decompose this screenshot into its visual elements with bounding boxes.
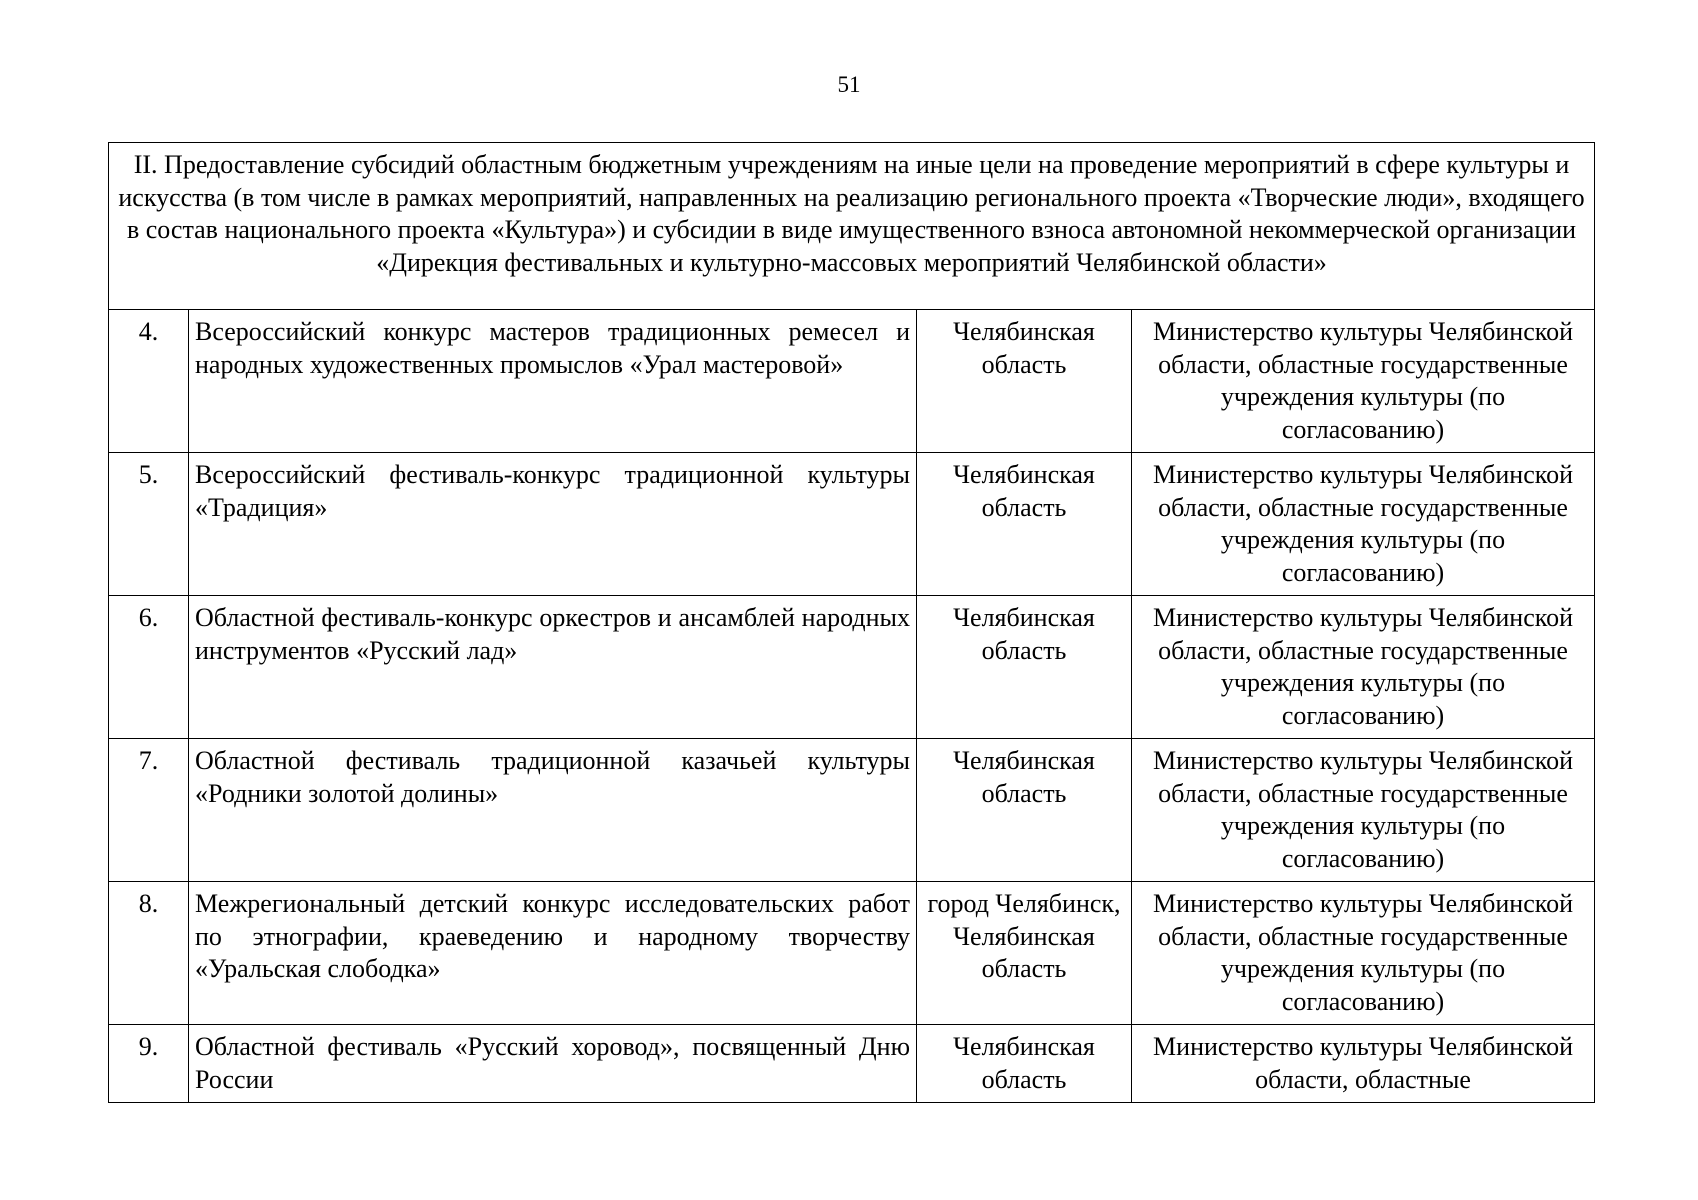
section-header: II. Предоставление субсидий областным бюджетным учреждениям на иные цели на проведение мероприятий в сфере культуры и искусства (в том числе в рамках мероприятий, направленных на реализацию регионального проекта «Творческие люди», входящего в состав национального проекта «Культура») и субсидии в виде имущественного взноса автономной некоммерческой организации «Дирекция фестивальных и культурно-массовых мероприятий Челябинской области»	[109, 143, 1595, 310]
event-place: город Челябинск, Челябинская область	[917, 882, 1132, 1025]
event-name: Областной фестиваль «Русский хоровод», посвященный Дню России	[189, 1025, 917, 1103]
section-header-row	[109, 143, 1595, 310]
row-number: 7.	[109, 739, 189, 882]
row-number: 6.	[109, 596, 189, 739]
events-table	[108, 142, 1595, 1103]
event-name: Межрегиональный детский конкурс исследовательских работ по этнографии, краеведению и народному творчеству «Уральская слободка»	[189, 882, 917, 1025]
event-organizer: Министерство культуры Челябинской области, областные	[1132, 1025, 1595, 1103]
event-place: Челябинская область	[917, 1025, 1132, 1103]
row-number: 4.	[109, 310, 189, 453]
event-organizer: Министерство культуры Челябинской области, областные государственные учреждения культуры (по согласованию)	[1132, 310, 1595, 453]
table-row	[109, 596, 1595, 739]
row-number: 9.	[109, 1025, 189, 1103]
row-number: 5.	[109, 453, 189, 596]
event-organizer: Министерство культуры Челябинской области, областные государственные учреждения культуры (по согласованию)	[1132, 739, 1595, 882]
event-organizer: Министерство культуры Челябинской области, областные государственные учреждения культуры (по согласованию)	[1132, 596, 1595, 739]
event-organizer: Министерство культуры Челябинской области, областные государственные учреждения культуры (по согласованию)	[1132, 882, 1595, 1025]
table-row	[109, 882, 1595, 1025]
event-place: Челябинская область	[917, 453, 1132, 596]
event-name: Областной фестиваль-конкурс оркестров и ансамблей народных инструментов «Русский лад»	[189, 596, 917, 739]
event-organizer: Министерство культуры Челябинской области, областные государственные учреждения культуры (по согласованию)	[1132, 453, 1595, 596]
table-row	[109, 1025, 1595, 1103]
table-row	[109, 739, 1595, 882]
event-place: Челябинская область	[917, 739, 1132, 882]
event-name: Областной фестиваль традиционной казачьей культуры «Родники золотой долины»	[189, 739, 917, 882]
event-name: Всероссийский конкурс мастеров традиционных ремесел и народных художественных промыслов «Урал мастеровой»	[189, 310, 917, 453]
event-name: Всероссийский фестиваль-конкурс традиционной культуры «Традиция»	[189, 453, 917, 596]
table-row	[109, 453, 1595, 596]
event-place: Челябинская область	[917, 310, 1132, 453]
event-place: Челябинская область	[917, 596, 1132, 739]
page-number: 51	[837, 72, 861, 97]
row-number: 8.	[109, 882, 189, 1025]
table-row	[109, 310, 1595, 453]
